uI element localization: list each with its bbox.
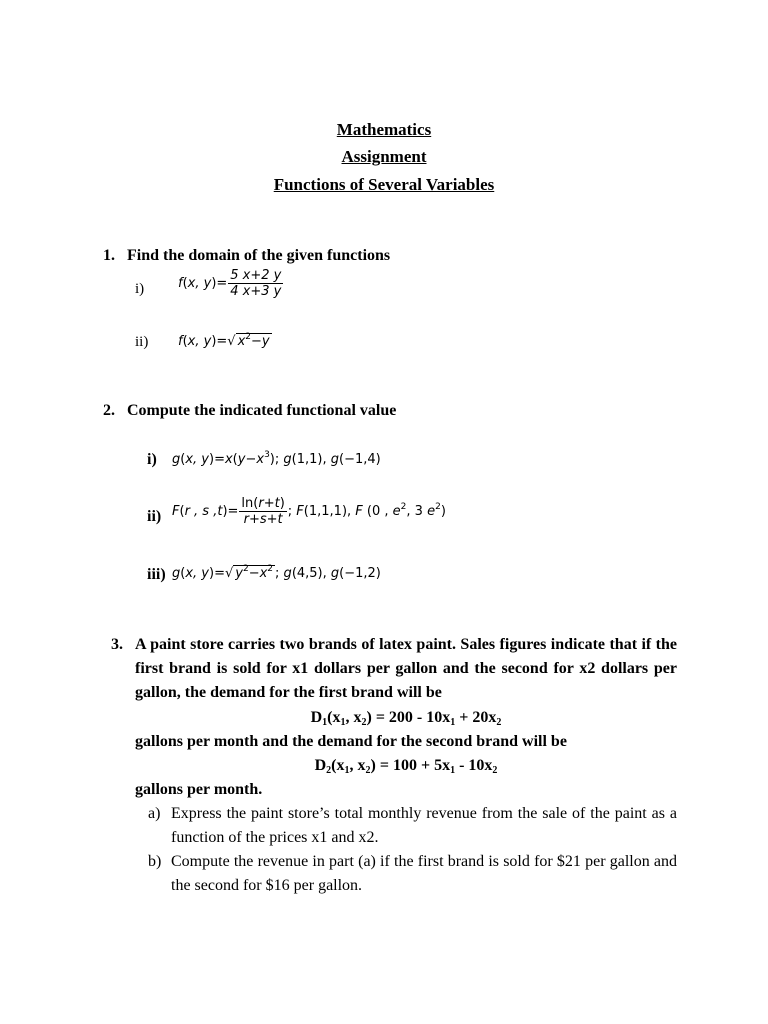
q2-part-ii-formula: F(r , s ,t)= $\frac{\ln(r+t)}{r+s+t}$ ; F(1,1,1), F (0 , $e^2$, 3 $e^2$): [172, 496, 446, 527]
question-3-number: 3.: [111, 636, 123, 653]
q2-part-iii-formula: g(x, y)=√ $y^2-x^2$ ; g(4,5), g(−1,2): [172, 564, 381, 581]
part-b-text: Compute the revenue in part (a) if the first brand is sold for $21 per gallon and the second for $16 per gallon.: [171, 853, 677, 894]
q2-part-i-label: i): [147, 451, 157, 468]
title-assignment: Assignment: [341, 147, 427, 166]
question-1-heading: [103, 246, 390, 266]
question-2-heading: [103, 401, 396, 421]
question-3-text-3: gallons per month.: [135, 781, 263, 798]
q1-part-ii-formula: f(x, y)=√ $x^2-y$: [178, 332, 270, 349]
part-b-label: b): [148, 853, 162, 870]
demand-equation-1: $D_1(x_1$, $x_2) = 200 - 10x_1 + 20x_2$: [310, 709, 502, 728]
demand-equation-2: $D_2(x_1$, $x_2) = 100 + 5x_1 - 10x_2$: [314, 757, 498, 776]
question-3-part-a: [148, 802, 677, 850]
title-topic: Functions of Several Variables: [273, 175, 495, 194]
question-3-part-b: [148, 850, 677, 898]
q1-part-i-label: i): [135, 281, 145, 297]
question-3-text-2: gallons per month and the demand for the second brand will be: [135, 733, 567, 750]
part-a-label: a): [148, 805, 161, 822]
question-2-number: 2.: [103, 402, 115, 419]
q2-part-iii-label: iii): [147, 566, 166, 583]
part-a-text: Express the paint store’s total monthly revenue from the sale of the paint as a function of the prices x1 and x2.: [171, 805, 677, 846]
question-2-text: Compute the indicated functional value: [127, 402, 397, 419]
question-1-number: 1.: [103, 247, 115, 264]
title-subject: Mathematics: [336, 120, 432, 139]
q2-part-i-formula: g(x, $y)=x(y-x^3)$; g(1,1), g(−1,4): [172, 450, 381, 467]
question-1-text: Find the domain of the given functions: [127, 247, 391, 264]
question-3-paragraph-1: [111, 633, 677, 705]
q2-part-ii-label: ii): [147, 508, 162, 525]
q1-part-ii-label: ii): [135, 334, 149, 350]
q1-part-i-formula: f(x, y)= $\frac{5 x+2 y}{4 x+3 y}$: [178, 268, 282, 299]
question-3-text-1: A paint store carries two brands of latex paint. Sales figures indicate that if the first brand is sold for x1 dollars per gallon and the second for x2 dollars per gallon, the demand for the first brand will be: [135, 636, 677, 701]
